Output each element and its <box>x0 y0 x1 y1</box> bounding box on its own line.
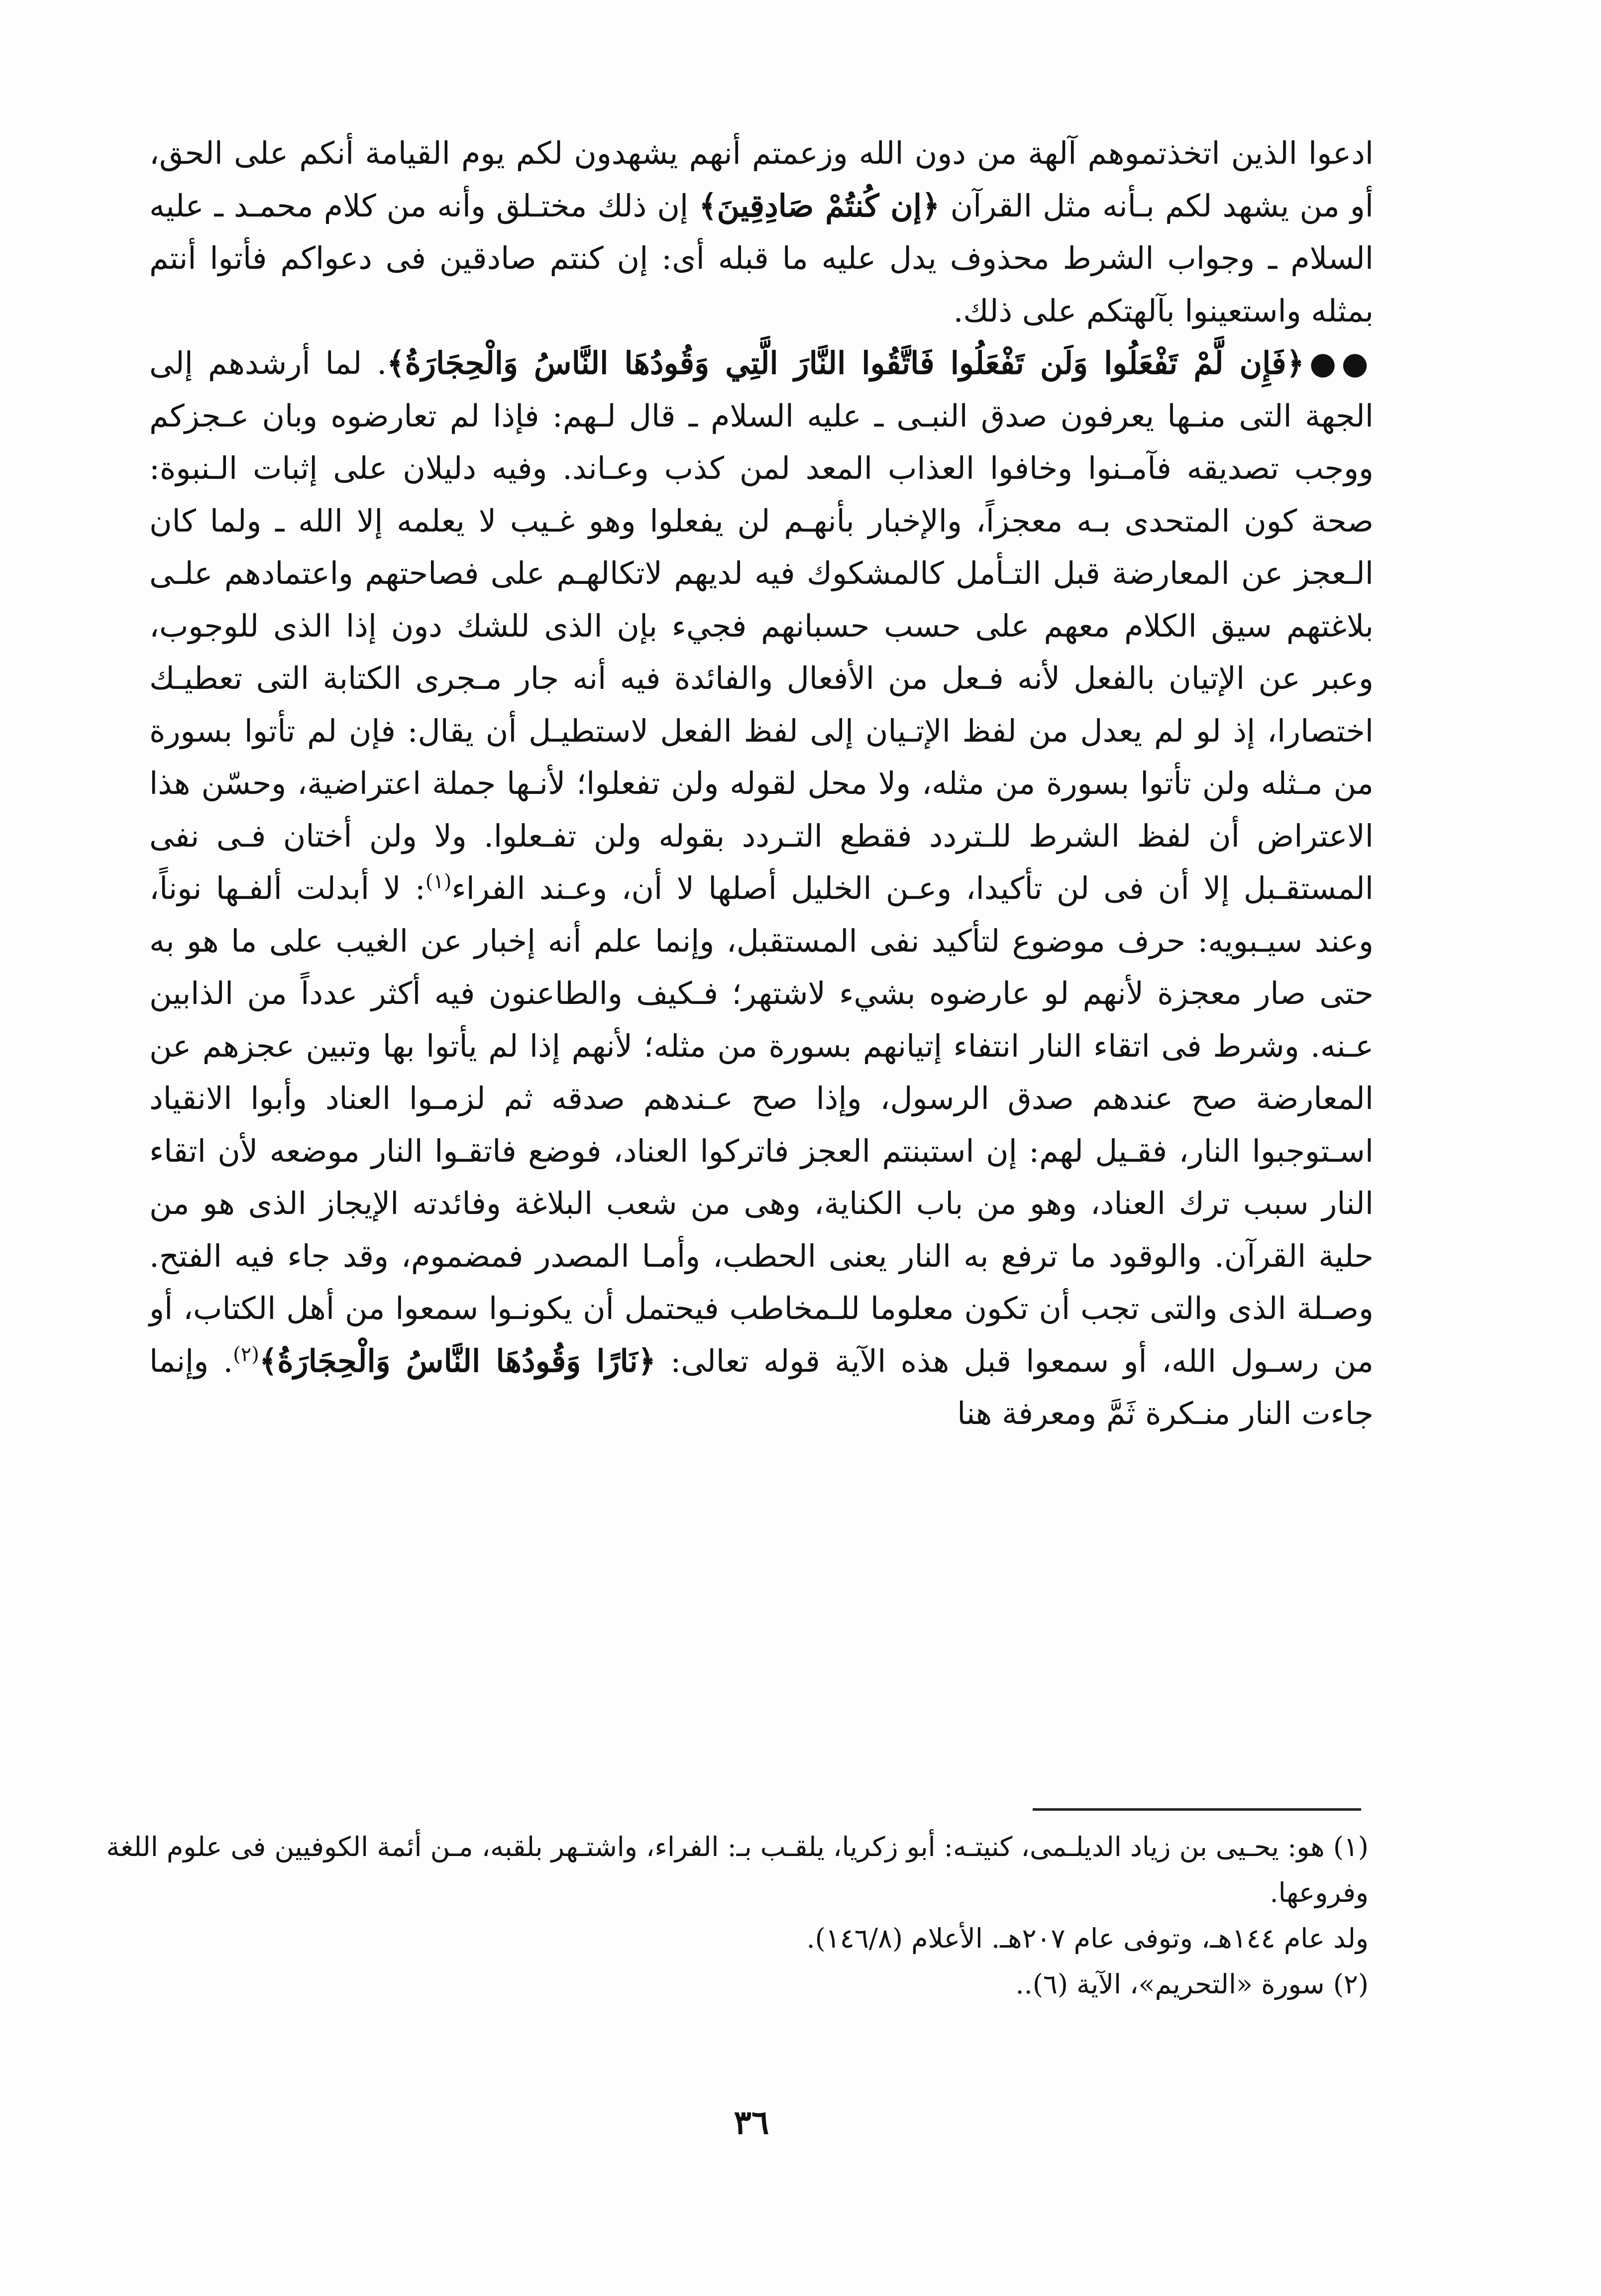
footnote-1-dates: ولد عام ١٤٤هـ، وتوفى عام ٢٠٧هـ. الأعلام (١٤٦/٨). <box>806 1923 1369 1954</box>
footnote-2: (٢) سورة «التحريم»، الآية (٦).. <box>1015 1968 1369 2000</box>
paragraph-2 <box>149 337 1374 1440</box>
quran-verse-naran-waquduha: ﴿نَارًا وَقُودُهَا النَّاسُ وَالْحِجَارَةُ﴾ <box>259 1342 656 1379</box>
paragraph-1-text-a: ادعوا الذين اتخذتموهم آلهة من دون الله وزعمتم أنهم يشهدون لكم يوم القيامة أنكم على الحق، أو من يشهد لكم بـأنه مثل القرآن <box>149 135 1374 224</box>
paragraph-1-text-b: إن ذلك مختـلق وأنه من كلام محمـد ـ عليه السلام ـ وجواب الشرط محذوف يدل عليه ما قبله أى: إن كنتم صادقين فى دعواكم فأتوا أنتم بمثله واستعينوا بآلهتكم على ذلك. <box>149 187 1374 329</box>
footnote-1: (١) هو: يحـيى بن زياد الديلـمى، كنيتـه: أبو زكريا، يلقـب بـ: الفراء، واشتـهر بلقبه، مـن أئمة الكوفيين فى علوم اللغة وفروعها. <box>106 1831 1369 1908</box>
paragraph-2-text-b: : لا أبدلت ألفـها نوناً، وعند سيـبويه: حرف موضوع لتأكيد نفى المستقبل، وإنما علم أنه إخبار عن الغيب على ما هو به حتى صار معجزة لأنهم لو عارضوه بشيء لاشتهر؛ فـكيف والطاعنون فيه أكثر عدداً من الذابين عـنه. وشرط فى اتقاء النار انتفاء إتيانهم بسورة من مثله؛ لأنهم إذا لم يأتوا بها وتبين عجزهم عن المعارضة صح عندهم صدق الرسول، وإذا صح عـندهم صدقه ثم لزمـوا العناد وأبوا الانقياد اسـتوجبوا النار، فقـيل لهم: إن استبنتم العجز فاتركوا العناد، فوضع فاتقـوا النار موضعه لأن اتقاء النار سبب ترك العناد، وهو من باب الكناية، وهى من شعب البلاغة وفائدته الإيجاز الذى هو من حلية القرآن. والوقود ما ترفع به النار يعنى الحطب، وأمـا المصدر فمضموم، وقد جاء فيه الفتح. وصـلة الذى والتى تجب أن تكون معلوما للـمخاطب فيحتمل أن يكونـوا سمعوا من أهل الكتاب، أو من رسـول الله، أو سمعوا قبل هذه الآية قوله تعالى: <box>149 870 1374 1379</box>
footnote-separator <box>1033 1808 1361 1811</box>
paragraph-1 <box>149 127 1374 337</box>
footnote-ref-2[interactable]: (٢) <box>233 1342 259 1366</box>
paragraph-2-text-a: . لما أرشدهم إلى الجهة التى منـها يعرفون صدق النبـى ـ عليه السلام ـ قال لـهم: فإذا لم تعارضوه وبان عـجزكم ووجب تصديقه فآمـنوا وخافوا العذاب المعد لمن كذب وعـاند. وفيه دليلان على إثبات الـنبوة: صحة كون المتحدى بـه معجزاً، والإخبار بأنهـم لن يفعلوا وهو غـيب لا يعلمه إلا الله ـ ولما كان الـعجز عن المعارضة قبل التـأمل كالمشكوك فيه لديهم لاتكالهـم على فصاحتهم واعتمادهم علـى بلاغتهم سيق الكلام معهم على حسب حسبانهم فجيء بإن الذى للشك دون إذا الذى للوجوب، وعبر عن الإتيان بالفعل لأنه فـعل من الأفعال والفائدة فيه أنه جار مـجرى الكتابة التى تعطيـك اختصارا، إذ لو لم يعدل من لفظ الإتـيان إلى لفظ الفعل لاستطيـل أن يقال: فإن لم تأتوا بسورة من مـثله ولن تأتوا بسورة من مثله، ولا محل لقوله ولن تفعلوا؛ لأنـها جملة اعتراضية، وحسّن هذا الاعتراض أن لفظ الشرط للـتردد فقطع التـردد بقوله ولن تفـعلوا. ولا ولن أختان فـى نفى المستقـبل إلا أن فى لن تأكيدا، وعـن الخليل أصلها لا أن، وعـند الفراء <box>149 345 1374 906</box>
bullet-marker: ●● <box>1309 345 1374 381</box>
footnote-ref-1[interactable]: (١) <box>425 870 452 893</box>
main-text <box>149 127 1374 1440</box>
page-number: ٣٦ <box>734 2103 769 2142</box>
paragraph-2-text-c: . وإنما جاءت النار منـكرة ثَمَّ ومعرفة هنا <box>149 1342 1374 1431</box>
quran-verse-fa-in-lam-tafalu: ﴿فَإِن لَّمْ تَفْعَلُوا وَلَن تَفْعَلُوا فَاتَّقُوا النَّارَ الَّتِي وَقُودُهَا النَّاسُ وَالْحِجَارَةُ﴾ <box>387 345 1304 381</box>
footnotes <box>75 1824 1369 2007</box>
quran-verse-in-kuntum-sadiqin: ﴿إن كُنتُمْ صَادِقِينَ﴾ <box>699 187 940 224</box>
